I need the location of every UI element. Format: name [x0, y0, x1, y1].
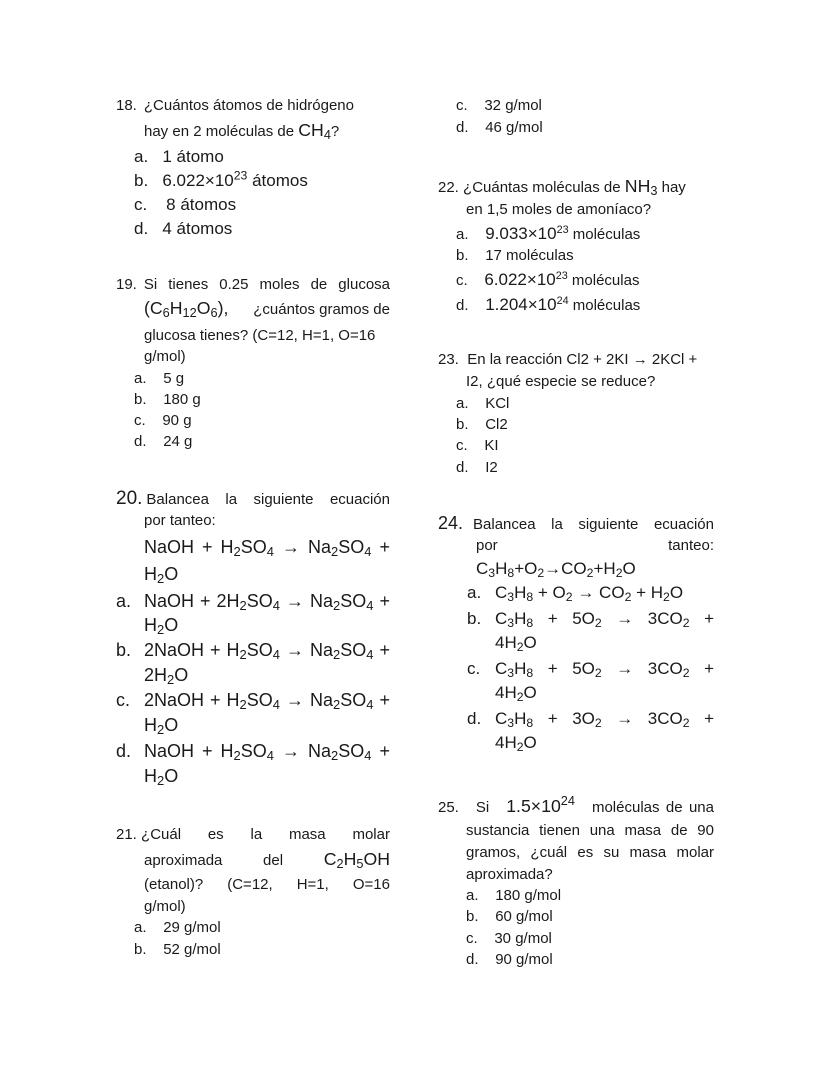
option-text: 9.033×10 — [485, 224, 557, 243]
question-number: 23. — [438, 351, 459, 368]
option-b[interactable] — [456, 417, 508, 432]
option-letter: a. — [116, 591, 132, 611]
option-text: KCl — [485, 395, 510, 412]
option-text: 1.204×10 — [485, 295, 557, 314]
option-d[interactable] — [456, 120, 543, 135]
option-b[interactable] — [456, 248, 574, 263]
option-d[interactable] — [116, 742, 131, 760]
question-number: 21. — [116, 826, 137, 843]
question-stem-line — [144, 849, 390, 872]
option-c[interactable] — [467, 660, 480, 677]
question-number: 24. — [438, 513, 464, 533]
option-b-text[interactable]: 2NaOH + $H_2SO_4$ → $Na_2SO_4$ + — [144, 640, 390, 663]
stem-text: (C=12, — [227, 876, 273, 893]
question-stem-line — [144, 298, 390, 321]
option-c-continuation: $4H_2O$ — [495, 683, 537, 705]
element: O — [196, 298, 211, 318]
option-b-continuation: $4H_2O$ — [495, 633, 537, 655]
question-stem-line: g/mol) — [144, 348, 186, 365]
option-a[interactable] — [134, 371, 184, 386]
subscript: 4 — [323, 127, 331, 143]
subscript: 6 — [210, 305, 218, 321]
option-c[interactable] — [456, 98, 542, 113]
option-text: 29 g/mol — [163, 919, 221, 936]
option-d-continuation: $H_2O$ — [144, 766, 179, 789]
option-c-text[interactable]: $C_3H_8$ + $5O_2$ → $3CO_2$ + — [495, 659, 714, 681]
stem-text: hay en 2 moléculas de — [144, 123, 295, 140]
option-letter: d. — [456, 119, 469, 136]
exponent: 23 — [555, 270, 568, 283]
option-letter: a. — [466, 887, 479, 904]
question-stem-line: glucosa tienes? (C=12, H=1, O=16 — [144, 327, 376, 344]
option-text: 52 g/mol — [163, 941, 221, 958]
option-unit: moléculas — [572, 226, 641, 243]
option-text: KI — [484, 437, 499, 454]
question-stem-line: gramos, ¿cuál es su masa molar — [466, 844, 714, 861]
exponent: 23 — [556, 224, 569, 237]
option-text: 4 átomos — [162, 219, 233, 238]
option-d[interactable] — [134, 434, 192, 449]
option-a[interactable] — [134, 148, 224, 165]
question-stem-line: por tanteo: — [144, 512, 216, 529]
stem-text: Si tienes 0.25 moles de glucosa — [143, 276, 390, 293]
option-letter: b. — [456, 416, 469, 433]
question-stem-line — [144, 120, 340, 143]
option-letter: c. — [134, 195, 148, 214]
option-c-text[interactable]: 2NaOH + $H_2SO_4$ → $Na_2SO_4$ + — [144, 690, 390, 713]
option-letter: b. — [134, 391, 147, 408]
stem-text: Balancea la siguiente ecuación — [473, 516, 714, 533]
option-letter: d. — [466, 951, 479, 968]
chemical-formula: $C_2H_5OH$ — [323, 849, 390, 872]
option-letter: a. — [456, 395, 469, 412]
option-b[interactable] — [134, 942, 221, 957]
chemical-formula — [298, 120, 331, 143]
option-letter: d. — [456, 459, 469, 476]
option-letter: c. — [467, 659, 481, 678]
stem-text: masa — [288, 826, 326, 843]
option-letter: c. — [134, 412, 146, 429]
question-stem-line — [438, 793, 714, 816]
question-number: 22. — [438, 179, 459, 196]
element: H — [169, 298, 183, 318]
scientific-number — [506, 793, 575, 816]
stem-text: por — [476, 537, 498, 554]
stem-text: tanteo: — [668, 537, 714, 554]
exponent: 24 — [556, 295, 569, 308]
option-b-continuation: $2H_2O$ — [144, 665, 189, 688]
option-text: 30 g/mol — [494, 930, 552, 947]
option-letter: c. — [466, 930, 478, 947]
option-letter: c. — [116, 690, 131, 710]
option-text: 24 g — [163, 433, 193, 450]
option-letter: d. — [134, 219, 149, 238]
stem-text: ¿Cuántos átomos de hidrógeno — [143, 97, 354, 114]
question-stem-line: g/mol) — [144, 898, 186, 915]
option-text: 180 g — [163, 391, 201, 408]
option-d[interactable] — [466, 952, 553, 967]
question-number: 20. — [116, 488, 143, 509]
option-letter: a. — [456, 226, 469, 243]
option-letter: d. — [467, 709, 482, 728]
element: C — [149, 298, 163, 318]
stem-text: ¿cuántos gramos de — [253, 301, 390, 318]
stem-text: O=16 — [352, 876, 390, 893]
option-text: 17 moléculas — [485, 247, 574, 264]
stem-text: Balancea la siguiente ecuación — [146, 491, 390, 508]
option-text: 6.022×10 — [484, 270, 556, 289]
stem-text: la — [250, 826, 263, 843]
question-stem-line — [438, 352, 697, 367]
option-c[interactable] — [134, 413, 192, 428]
option-d-continuation: $4H_2O$ — [495, 733, 537, 755]
option-a-continuation: $H_2O$ — [144, 615, 179, 638]
option-b-text[interactable]: $C_3H_8$ + $5O_2$ → $3CO_2$ + — [495, 609, 714, 631]
option-unit: moléculas — [572, 297, 641, 314]
option-letter: a. — [134, 370, 147, 387]
option-letter: b. — [466, 908, 479, 925]
option-c[interactable] — [116, 691, 130, 709]
option-d[interactable] — [134, 220, 232, 237]
option-b[interactable] — [134, 168, 308, 190]
option-text: 32 g/mol — [484, 97, 542, 114]
question-stem-line: en 1,5 moles de amoníaco? — [466, 201, 652, 218]
option-c[interactable] — [134, 196, 236, 213]
option-letter: b. — [116, 640, 132, 660]
equation: $C_3H_8+O_2\to CO_2+H_2O$ — [476, 559, 636, 581]
option-letter: c. — [456, 272, 468, 289]
exponent: 23 — [233, 168, 248, 183]
exponent: 24 — [560, 793, 575, 808]
option-letter: b. — [456, 247, 469, 264]
question-stem-line — [438, 176, 714, 199]
option-letter: a. — [134, 147, 149, 166]
subscript: 6 — [162, 305, 170, 321]
option-a[interactable] — [116, 592, 131, 610]
question-number: 25. — [438, 799, 459, 816]
stem-text: En la reacción Cl2 + 2KI → 2KCl + — [467, 351, 698, 368]
option-a[interactable] — [467, 584, 481, 601]
option-letter: b. — [134, 941, 147, 958]
option-a[interactable] — [466, 888, 561, 903]
question-number: 18. — [116, 97, 137, 114]
option-text: 60 g/mol — [495, 908, 553, 925]
option-text: 5 g — [163, 370, 185, 387]
option-a[interactable] — [456, 396, 509, 411]
question-stem-line — [144, 877, 390, 892]
question-stem-line: aproximada? — [466, 866, 553, 883]
question-stem-line — [116, 98, 390, 113]
stem-text: (etanol)? — [144, 876, 204, 893]
stem-text: hay — [661, 179, 686, 196]
stem-text: ¿Cuál — [141, 826, 182, 843]
chemical-formula: $(C_6H_{12}O_6)$, — [144, 298, 229, 321]
option-b[interactable] — [134, 392, 201, 407]
option-d[interactable] — [456, 296, 640, 313]
stem-text: molar — [352, 826, 390, 843]
subscript: 12 — [182, 305, 197, 321]
option-letter: d. — [456, 297, 469, 314]
option-b[interactable] — [466, 909, 553, 924]
option-b[interactable] — [116, 641, 131, 659]
option-letter: c. — [456, 437, 468, 454]
option-letter: a. — [134, 919, 147, 936]
question-stem-line — [116, 489, 390, 508]
question-stem-line — [116, 827, 390, 842]
option-d[interactable] — [456, 460, 498, 475]
option-letter: b. — [134, 171, 149, 190]
option-text: 6.022×10 — [162, 171, 234, 190]
option-text: 8 átomos — [166, 195, 237, 214]
option-unit: átomos — [252, 171, 308, 190]
option-a[interactable] — [134, 920, 221, 935]
chemical-formula: $NH_3$ — [624, 176, 658, 199]
option-c[interactable] — [456, 438, 499, 453]
option-unit: moléculas — [571, 272, 640, 289]
question-number: 19. — [116, 276, 137, 293]
option-text: I2 — [485, 459, 498, 476]
mantissa: 1.5×10 — [506, 796, 561, 816]
stem-text: aproximada — [144, 852, 223, 869]
question-stem-line: sustancia tienen una masa de 90 — [466, 822, 714, 839]
stem-text: Si — [475, 799, 490, 816]
option-text: 90 g/mol — [495, 951, 553, 968]
stem-text: ¿Cuántas moléculas de — [463, 179, 621, 196]
option-d[interactable] — [467, 710, 481, 727]
option-text: Cl2 — [485, 416, 508, 433]
option-letter: d. — [134, 433, 147, 450]
stem-text: H=1, — [296, 876, 329, 893]
option-c[interactable] — [456, 271, 639, 288]
stem-text: del — [263, 852, 284, 869]
question-stem-line — [438, 514, 714, 532]
option-letter: b. — [467, 609, 482, 628]
option-d-text[interactable]: NaOH + $H_2SO_4$ → $Na_2SO_4$ + — [144, 741, 390, 764]
option-a[interactable] — [456, 225, 640, 242]
question-stem-line — [476, 538, 714, 553]
question-stem-line — [116, 277, 390, 292]
question-stem-line: I2, ¿qué especie se reduce? — [466, 373, 656, 390]
option-text: 180 g/mol — [495, 887, 562, 904]
stem-text: moléculas de una — [591, 799, 714, 816]
stem-text: es — [207, 826, 224, 843]
equation-continuation: $H_2O$ — [144, 564, 179, 587]
option-text: 90 g — [162, 412, 192, 429]
option-b[interactable] — [467, 610, 481, 627]
option-a-text[interactable]: NaOH + $2H_2SO_4$ → $Na_2SO_4$ + — [144, 591, 390, 614]
formula-text: CH — [298, 120, 324, 140]
option-a-text[interactable]: $C_3H_8 + O_2 \to CO_2 + H_2O$ — [495, 583, 684, 605]
option-d-text[interactable]: $C_3H_8$ + $3O_2$ → $3CO_2$ + — [495, 709, 714, 731]
option-text: 46 g/mol — [485, 119, 543, 136]
option-letter: d. — [116, 741, 132, 761]
option-letter: c. — [456, 97, 468, 114]
option-letter: a. — [467, 583, 482, 602]
equation: NaOH + $H_2SO_4$ → $Na_2SO_4$ + — [144, 537, 390, 560]
option-c[interactable] — [466, 931, 552, 946]
option-text: 1 átomo — [162, 147, 224, 166]
stem-text: ? — [330, 123, 340, 140]
option-c-continuation: $H_2O$ — [144, 715, 179, 738]
